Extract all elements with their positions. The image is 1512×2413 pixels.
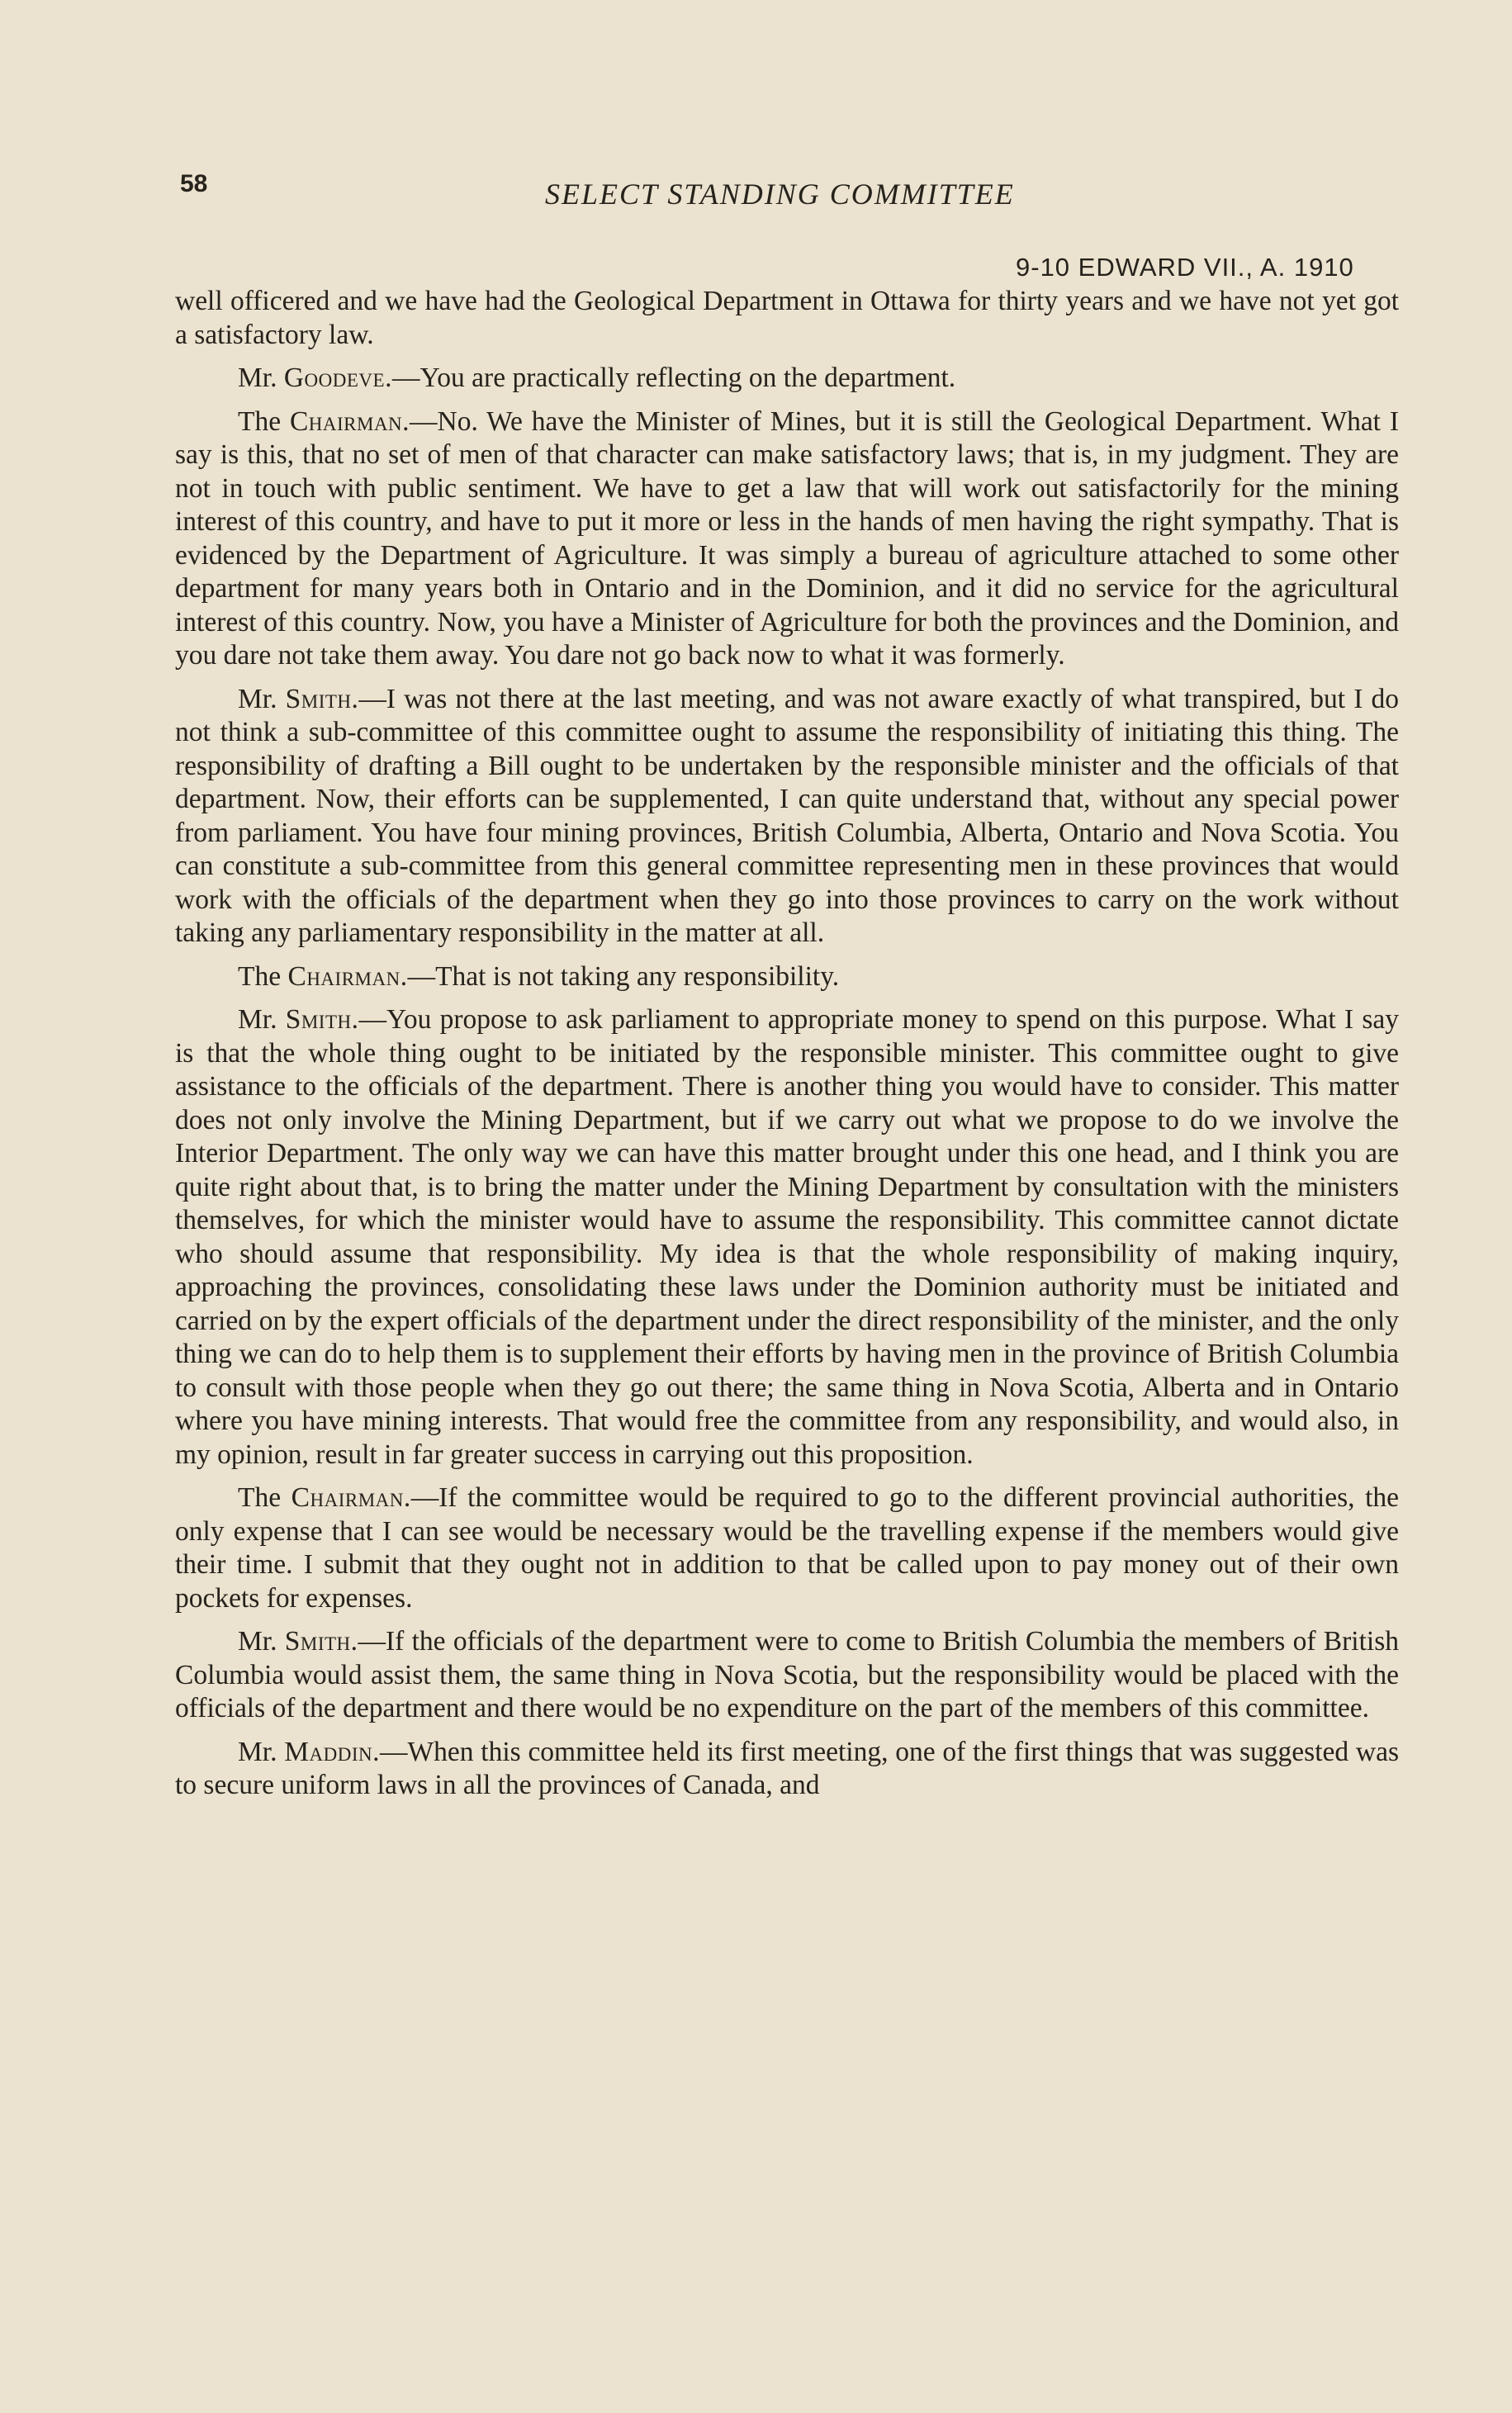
speaker-name: Chairman.: [287, 960, 408, 992]
paragraph-text: well officered and we have had the Geological Department in Ottawa for thirty years and we have not yet got a satisfactory law.: [175, 286, 1399, 350]
speaker-title: Mr.: [238, 363, 284, 393]
session-reference: 9-10 EDWARD VII., A. 1910: [1016, 253, 1354, 282]
paragraph: [175, 960, 1399, 994]
speaker-title: The: [238, 960, 288, 992]
paragraph-text: —You are practically reflecting on the department.: [391, 363, 956, 393]
paragraph: [175, 683, 1399, 951]
speaker-name: Chairman.: [291, 1482, 411, 1513]
paragraph: [175, 1736, 1399, 1803]
paragraph-text: —No. We have the Minister of Mines, but it is still the Geological Department. What I say is this, that no set of men of that character can make satisfactory laws; that is, in my judgment. They are not in touch with public sentiment. We have to get a law that will work out satisfactorily for the mining interest of this country, and have to put it more or less in the hands of men having the right sympathy. That is evidenced by the Department of Agriculture. It was simply a bureau of agriculture attached to some other department for many years both in Ontario and in the Dominion, and it did no service for the agricultural interest of this country. Now, you have a Minister of Agriculture for both the provinces and the Dominion, and you dare not take them away. You dare not go back now to what it was formerly.: [175, 405, 1399, 671]
paragraph-text: —When this committee held its first meeting, one of the first things that was suggested was to secure uniform laws in all the provinces of Canada, and: [175, 1736, 1399, 1800]
paragraph: [175, 1003, 1399, 1472]
running-head-title: SELECT STANDING COMMITTEE: [545, 178, 1015, 211]
paragraph-text: —If the committee would be required to go to the different provincial authorities, the only expense that I can see would be necessary would be the travelling expense if the members would give their time. I submit that they ought not in addition to that be called upon to pay money out of their own pockets for expenses.: [175, 1482, 1399, 1614]
speaker-name: Chairman.: [289, 405, 410, 437]
page-number: 58: [180, 170, 208, 197]
speaker-title: Mr.: [238, 1626, 285, 1657]
paragraph-text: —That is not taking any responsibility.: [407, 960, 840, 992]
paragraph: [175, 362, 1399, 396]
paragraph: [175, 285, 1399, 352]
body-text: [175, 285, 1399, 1813]
paragraph: [175, 1481, 1399, 1615]
speaker-title: The: [238, 405, 290, 437]
speaker-title: Mr.: [238, 683, 286, 714]
speaker-title: Mr.: [238, 1736, 285, 1767]
paragraph-text: —If the officials of the department were to come to British Columbia the members of British Columbia would assist them, the same thing in Nova Scotia, but the responsibility would be placed with the officials of the department and there would be no expenditure on the part of the members of this committee.: [175, 1626, 1399, 1723]
speaker-name: Smith.: [284, 1626, 358, 1657]
speaker-name: Maddin.: [284, 1736, 381, 1767]
speaker-title: The: [238, 1482, 291, 1513]
speaker-name: Smith.: [285, 1004, 359, 1035]
paragraph-text: —I was not there at the last meeting, and was not aware exactly of what transpired, but I do not think a sub-committee of this committee ought to assume the responsibility of initiating this thing. The responsibility of drafting a Bill ought to be undertaken by the responsible minister and the officials of that department. Now, their efforts can be supplemented, I can quite understand that, without any special power from parliament. You have four mining provinces, British Columbia, Alberta, Ontario and Nova Scotia. You can constitute a sub-committee from this general committee representing men in these provinces that would work with the officials of the department when they go into those provinces to carry on the work without taking any parliamentary responsibility in the matter at all.: [175, 683, 1399, 948]
paragraph: [175, 405, 1399, 673]
speaker-name: Smith.: [285, 683, 359, 714]
paragraph-text: —You propose to ask parliament to appropriate money to spend on this purpose. What I say is that the whole thing ought to be initiated by the responsible minister. This committee ought to give assistance to the officials of the department. There is another thing you would have to consider. This matter does not only involve the Mining Department, but if we carry out what we propose to do we involve the Interior Department. The only way we can have this matter brought under this one head, and I think you are quite right about that, is to bring the matter under the Mining Department by consultation with the ministers themselves, for which the minister would have to assume the responsibility. This committee cannot dictate who should assume that responsibility. My idea is that the whole responsibility of making inquiry, approaching the provinces, consolidating these laws under the Dominion authority must be initiated and carried on by the expert officials of the department under the direct responsibility of the minister, and the only thing we can do to help them is to supplement their efforts by having men in the province of British Columbia to consult with those people when they go out there; the same thing in Nova Scotia, Alberta and in Ontario where you have mining interests. That would free the committee from any responsibility, and would also, in my opinion, result in far greater success in carrying out this proposition.: [175, 1004, 1399, 1470]
speaker-name: Goodeve.: [283, 363, 392, 393]
paragraph: [175, 1625, 1399, 1726]
speaker-title: Mr.: [238, 1004, 286, 1035]
